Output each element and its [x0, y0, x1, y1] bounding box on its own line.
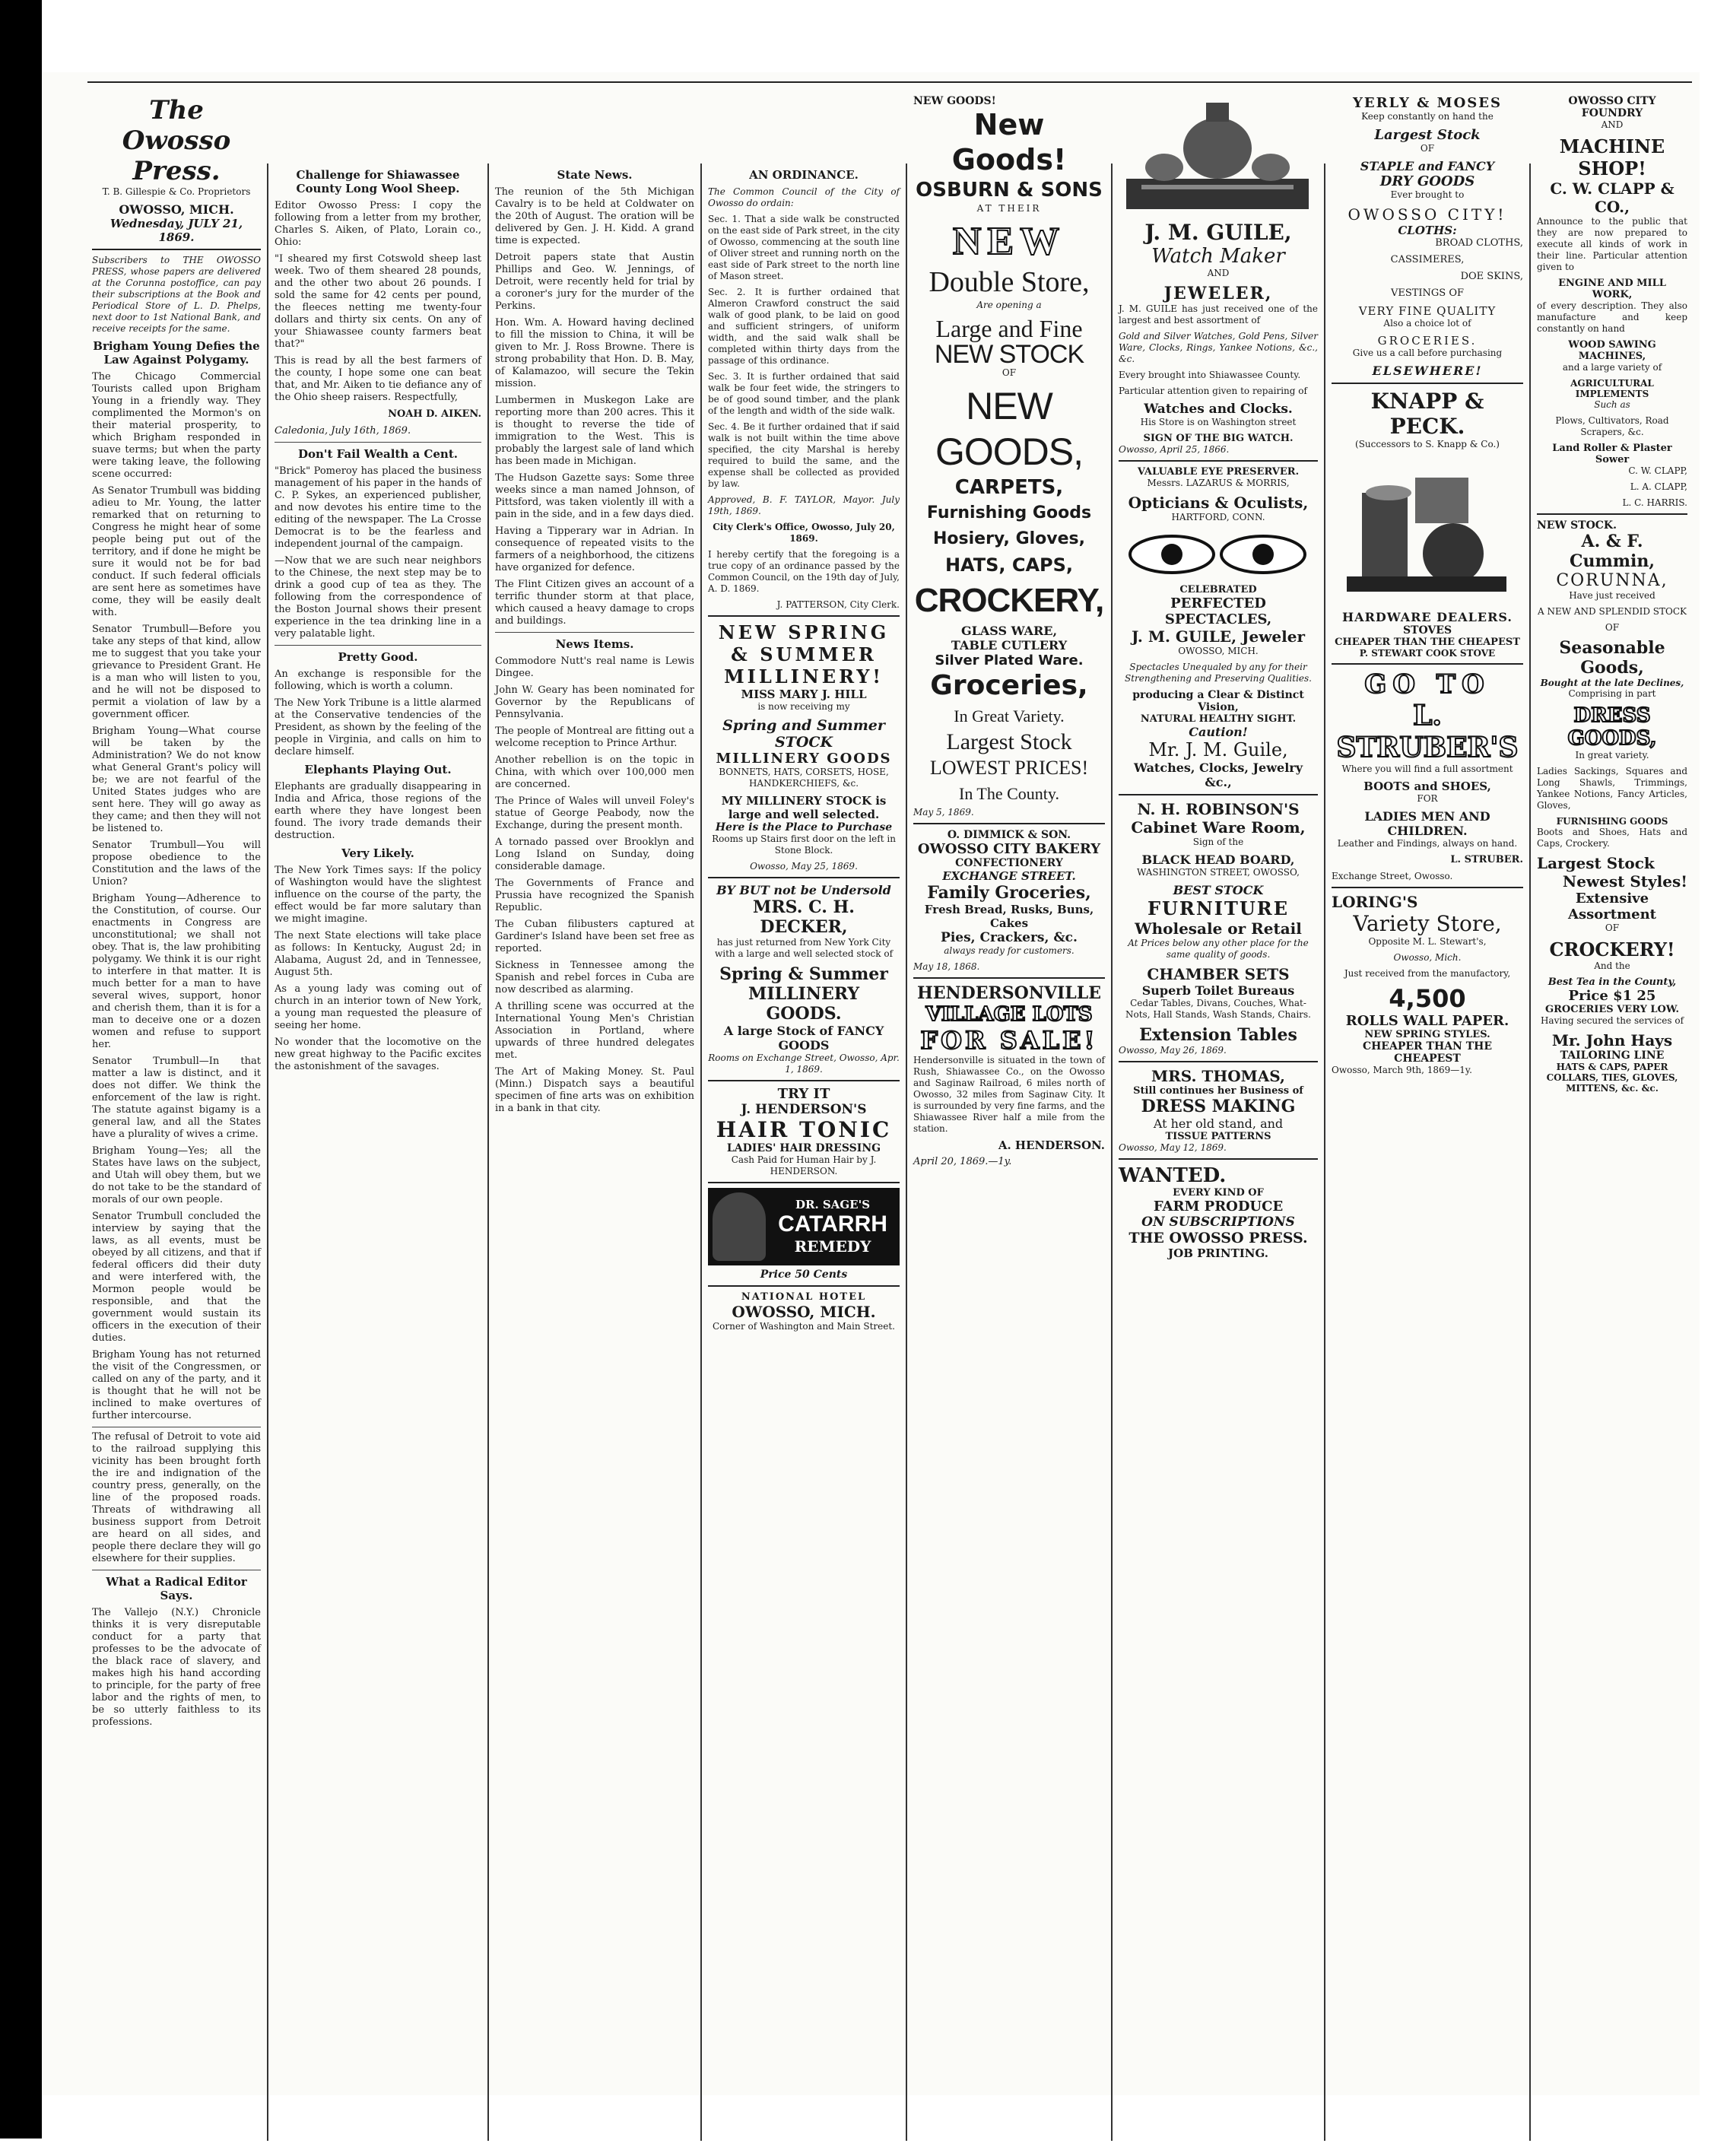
article-paragraph: Brigham Young—What course will be taken by the Administration? We do not know what General Grant's policy will be; we are not fearful of the United States judges who are sent here. They will go away as they came; and then they will not be listened to. [92, 726, 261, 834]
ad-line: Newest Styles! [1562, 872, 1687, 891]
ad-line: LADIES MEN AND CHILDREN. [1364, 809, 1490, 838]
article-paragraph: Elephants are gradually disappearing in India and Africa, those regions of the earth where they have longest been found. The ivory trade demands their destruction. [275, 781, 481, 841]
ad-line: AT THEIR [976, 203, 1042, 214]
ad-line: L. STRUBER. [1450, 854, 1523, 865]
ad-line: DOE SKINS, [1460, 271, 1523, 282]
ad-line: OWOSSO CITY! [1348, 205, 1507, 224]
ad-paragraph: Boots and Shoes, Hats and Caps, Crockery. [1537, 827, 1687, 849]
ad-line: BROAD CLOTHS, [1435, 237, 1523, 249]
article-headline: Challenge for Shiawassee County Long Wool Sheep. [296, 168, 460, 195]
column-rule [1529, 164, 1531, 2141]
ad-line: L. A. CLAPP, [1630, 481, 1687, 492]
ad-line: Cash Paid for Human Hair by J. HENDERSON. [731, 1154, 877, 1176]
ad-line: OWOSSO, MICH. [1178, 646, 1259, 656]
ad-line: CELEBRATED [1179, 584, 1257, 595]
ad-line: NEW STOCK. [1537, 519, 1617, 532]
ad-line: ENGINE AND MILL WORK, [1558, 278, 1666, 300]
ad-line: Exchange Street, Owosso. [1332, 871, 1453, 881]
ad-line: CHEAPER THAN THE CHEAPEST [1335, 637, 1520, 648]
article-paragraph: The New York Times says: If the policy of Washington would have the slightest influence on the course of the party, the effect would be far more salutary than we might imagine. [275, 865, 481, 925]
ad-line: SIGN OF THE BIG WATCH. [1143, 433, 1294, 444]
ad-line: A NEW AND SPLENDID STOCK [1537, 606, 1687, 617]
article-paragraph: This is read by all the best farmers of the county, I hope some one can beat that, and Mr. Aiken to tie defiance any of the Ohio sheep raisers. Respectfully, [275, 355, 481, 403]
ad-line: Owosso, May 26, 1869. [1119, 1045, 1227, 1056]
ad-line: His Store is on Washington street [1140, 417, 1297, 427]
ad-line: OF [1605, 622, 1620, 633]
ad-line: NEW STOCK [934, 340, 1084, 369]
ad-line: OWOSSO, MICH. [732, 1303, 876, 1321]
ad-line: NEW SPRING STYLES. [1364, 1029, 1490, 1040]
ad-line: Silver Plated Ware. [935, 653, 1084, 668]
ad-line: Owosso, March 9th, 1869—1y. [1332, 1065, 1472, 1075]
article-paragraph: As a young lady was coming out of church in an interior town of New York, a young man requested the pleasure of seeing her home. [275, 983, 481, 1031]
masthead-place: OWOSSO, MICH. [119, 202, 234, 217]
ad-line: VESTINGS OF [1390, 287, 1465, 299]
ad-line: LOWEST PRICES! [929, 757, 1089, 779]
ad-line: NEW [952, 220, 1066, 263]
ad-line: CHEAPER THAN THE CHEAPEST [1362, 1040, 1493, 1065]
ad-line: CORUNNA, [1556, 571, 1668, 590]
ad-line: OF [1605, 922, 1620, 933]
ad-line: Owosso, May 25, 1869. [750, 861, 858, 872]
ad-line: At Prices below any other place for the same quality of goods. [1128, 938, 1309, 960]
article-paragraph: The refusal of Detroit to vote aid to the railroad supplying this vicinity has been brought forth the ire and indignation of the country press, generally, on the line of the proposed roads. Threats of withdrawing all business support from Detroit are heard on all sides, and people there declare they will go elsewhere for their supplies. [92, 1431, 261, 1564]
ad-line: FOR SALE! [920, 1026, 1098, 1055]
ad-line: OF [1420, 143, 1435, 154]
ad-line: Keep constantly on hand the [1361, 111, 1494, 122]
ad-line: Groceries, [930, 670, 1088, 701]
clerk-office: City Clerk's Office, Owosso, July 20, 1869. [713, 522, 895, 544]
ad-line: In Great Variety. [954, 706, 1065, 726]
column-rule [267, 164, 268, 2141]
ad-line: EXCHANGE STREET. [942, 869, 1076, 883]
column-rule [700, 164, 702, 2141]
ad-line: Having secured the services of [1540, 1015, 1684, 1026]
ad-line: May 5, 1869. [913, 807, 974, 818]
ad-line: TABLE CUTLERY [951, 638, 1068, 653]
ad-line: Seasonable Goods, [1559, 638, 1665, 678]
article-paragraph: Another rebellion is on the topic in China, with which over 100,000 men are concerned. [495, 754, 694, 790]
catarrh-ad [708, 1188, 900, 1265]
ad-line: C. W. CLAPP, [1628, 465, 1687, 476]
ad-line: Extensive Assortment [1568, 891, 1656, 922]
ad-line: Corner of Washington and Main Street. [713, 1321, 895, 1332]
article-paragraph: The Prince of Wales will unveil Foley's statue of George Peabody, now the Exchange, during the present month. [495, 795, 694, 831]
article-paragraph: Sickness in Tennessee among the Spanish and rebel forces in Cuba are now described as alarming. [495, 960, 694, 995]
ad-line: Such as [1594, 399, 1630, 410]
article-paragraph: "Brick" Pomeroy has placed the business management of his paper in the hands of C. P. Sykes, an experienced publisher, and now devotes his entire time to the editing of the newspaper. The La Crosse Democrat is to be the fearless and independent journal of the campaign. [275, 465, 481, 550]
ad-line: VERY FINE QUALITY [1358, 304, 1497, 318]
ad-line: MRS. THOMAS, [1151, 1067, 1285, 1085]
letter-signature: NOAH D. AIKEN. [388, 408, 481, 420]
ad-paragraph: Spectacles Unequaled by any for their Strengthening and Preserving Qualities. [1125, 662, 1312, 684]
ad-paragraph: Particular attention given to repairing of [1119, 386, 1307, 396]
ad-line: FARM PRODUCE [1153, 1199, 1284, 1215]
article-paragraph: As Senator Trumbull was bidding adieu to Mr. Young, the latter remarked that on returning to Congress he might hear of some people being put out of the territory, and if done he might be sure it would not be for bad conduct. If such federal officials are sent here as sometimes have come, they will be easily dealt with. [92, 485, 261, 618]
ad-line: GROCERIES. [1377, 334, 1478, 348]
subscriber-notice: Subscribers to THE OWOSSO PRESS, whose papers are delivered at the Corunna postoffice, can pay their subscriptions at the Book and Periodical Store of L. D. Phelps, next door to 1st National Bank, and receive receipts for the same. [92, 255, 261, 334]
article-headline: What a Radical Editor Says. [106, 1575, 247, 1602]
article-headline: Pretty Good. [338, 650, 418, 664]
ad-line: CONFECTIONERY [955, 857, 1063, 869]
ad-line: BONNETS, HATS, CORSETS, HOSE, HANDKERCHIEFS, &c. [719, 767, 889, 789]
ad-name: MISS MARY J. HILL [741, 687, 867, 701]
article-paragraph: A tornado passed over Brooklyn and Long Island on Sunday, doing considerable damage. [495, 837, 694, 872]
ad-line: In The County. [959, 784, 1059, 803]
ad-line: HATS & CAPS, PAPER COLLARS, TIES, GLOVES, MITTENS, &c. &c. [1546, 1062, 1678, 1094]
ad-line: GO TO [1364, 669, 1490, 700]
ad-line: J. HENDERSON'S [741, 1102, 867, 1117]
ad-line: AND [1601, 119, 1624, 130]
clerk-signature: J. PATTERSON, City Clerk. [776, 599, 900, 610]
ad-line: Still continues her Business of [1133, 1085, 1303, 1097]
ad-line: OWOSSO CITY BAKERY [917, 841, 1101, 857]
column-rule [487, 164, 489, 2141]
ad-line: At her old stand, and [1153, 1116, 1284, 1131]
ad-line: April 20, 1869.—1y. [913, 1156, 1012, 1167]
ad-line: BOOTS and SHOES, [1363, 780, 1491, 793]
silver-ware-illustration [1119, 95, 1316, 217]
ad-line: HENDERSONVILLE [916, 983, 1102, 1003]
ad-line: Best Tea in the County, [1548, 976, 1677, 988]
ad-line: Mr. John Hays [1551, 1031, 1673, 1049]
ad-line: FOR [1417, 793, 1438, 804]
article-paragraph: The next State elections will take place as follows: In Kentucky, August 2d; in Alabama, August 2d, and in Tennessee, August 5th. [275, 930, 481, 978]
ad-line: CLOTHS: [1398, 224, 1457, 237]
ad-line: Here is the Place to Purchase [715, 821, 893, 834]
ordinance-paragraph: Sec. 2. It is further ordained that Almeron Crawford construct the said walk of good plank, to be laid on good and sufficient stringers, of uniform width, and the said walk shall be completed within thirty days from the passage of this ordinance. [708, 287, 900, 366]
ad-line: CASSIMERES, [1390, 254, 1465, 265]
ad-line: OF [1002, 367, 1017, 378]
column-2 [270, 164, 486, 2156]
article-paragraph: Senator Trumbull—Before you take any steps of that kind, allow me to suggest that you take your grievance to President Grant. He is a man who will listen to you, and he will not be disposed to permit a violation of law by a government officer. [92, 624, 261, 720]
ad-line: Messrs. LAZARUS & MORRIS, [1147, 478, 1290, 488]
ad-paragraph: Ladies Sackings, Squares and Long Shawls, Trimmings, Yankee Notions, Fancy Articles, Gloves, [1537, 766, 1687, 811]
ad-line: STOVES [1402, 624, 1452, 637]
ad-line: has just returned from New York City with a large and well selected stock of [714, 937, 894, 959]
ad-line: Price 50 Cents [760, 1269, 848, 1281]
ad-line: Double Store, [929, 266, 1090, 298]
ad-line: L. STRUBER'S [1336, 700, 1519, 764]
ad-line: And the [1594, 961, 1630, 971]
ad-line: NEW GOODS! [913, 95, 996, 107]
article-paragraph: Brigham Young has not returned the visit of the Congressmen, or called on any of the party, and it is thought that he will not be inclined to make overtures of further intercourse. [92, 1349, 261, 1421]
column-1 [87, 95, 265, 2088]
article-paragraph: The people of Montreal are fitting out a welcome reception to Prince Arthur. [495, 726, 694, 749]
ad-line: VILLAGE LOTS [925, 1003, 1093, 1026]
ad-line: THE OWOSSO PRESS. [1128, 1230, 1308, 1246]
ordinance-headline: AN ORDINANCE. [749, 168, 859, 182]
ad-line: Pies, Crackers, &c. [941, 930, 1078, 945]
article-paragraph: Brigham Young—Yes; all the States have laws on the subject, and Utah will obey them, but we do not take to be the standard of morals of our own people. [92, 1145, 261, 1205]
ad-line: NEW GOODS, [935, 385, 1084, 473]
article-paragraph: The Hudson Gazette says: Some three weeks since a man named Johnson, of Pittsford, was taken violently ill with a pain in the side, and in a few days died. [495, 472, 694, 520]
ad-line: O. DIMMICK & SON. [947, 829, 1071, 841]
column-3 [490, 164, 699, 2156]
ad-line: Price $1 25 [1568, 988, 1656, 1004]
ad-line: AND [1207, 268, 1230, 278]
article-headline: Don't Fail Wealth a Cent. [298, 447, 458, 461]
masthead-publisher: T. B. Gillespie & Co. Proprietors [102, 186, 251, 197]
article-paragraph: Senator Trumbull—You will propose obedience to the Constitution and the laws of the Union? [92, 840, 261, 887]
ad-line: Watches and Clocks. [1144, 402, 1293, 417]
ad-line: CROCKERY, [914, 582, 1104, 619]
ad-line: EVERY KIND OF [1173, 1187, 1264, 1199]
ad-line: P. STEWART COOK STOVE [1359, 648, 1496, 659]
ad-line: J. M. GUILE, [1144, 220, 1292, 245]
ad-line: DR. SAGE'S [795, 1198, 871, 1211]
ad-line: HARDWARE DEALERS. [1342, 610, 1513, 624]
column-rule [906, 164, 907, 2141]
ad-line: BEST STOCK [1173, 883, 1264, 897]
article-headline: News Items. [555, 637, 634, 651]
ad-line: Owosso, May 12, 1869. [1119, 1142, 1227, 1153]
ad-line: Wholesale or Retail [1135, 919, 1302, 938]
article-paragraph: The Cuban filibusters captured at Gardiner's Island have been set free as reported. [495, 919, 694, 954]
ad-line: CARPETS, [954, 476, 1064, 499]
article-paragraph: No wonder that the locomotive on the new great highway to the Pacific excites the astonishment of the savages. [275, 1037, 481, 1072]
column-7 [1327, 95, 1528, 2088]
ad-line: Mr. J. M. Guile, [1148, 739, 1288, 760]
ad-line: Owosso, April 25, 1866. [1119, 444, 1230, 455]
ad-line: Just received from the manufactory, [1344, 968, 1511, 979]
article-paragraph: A thrilling scene was occurred at the International Young Men's Christian Association in Portland, where upwards of three hundred delegates met. [495, 1001, 694, 1061]
column-4 [703, 164, 904, 2156]
ad-line: Bought at the late Declines, [1540, 678, 1684, 688]
ad-paragraph: Announce to the public that they are now prepared to execute all kinds of work in their line. Particular attention given to [1537, 216, 1687, 272]
article-paragraph: The Governments of France and Prussia have recognized the Spanish Republic. [495, 878, 694, 913]
ad-line: Largest Stock [1537, 854, 1655, 872]
ad-line: J. M. GUILE, Jeweler [1132, 627, 1305, 646]
article-paragraph: The Vallejo (N.Y.) Chronicle thinks it is very disreputable conduct for a party that professes to be the advocate of the black race of slavery, and makes high his hand according to principle, for the party of free labor and the rights of men, to be so utterly faithless to its professions. [92, 1607, 261, 1728]
article-paragraph: Lumbermen in Muskegon Lake are reporting more than 200 acres. This it is thought to reverse the tide of immigration to the West. This is probably the largest sale of land which has been made in Michigan. [495, 395, 694, 467]
ad-line: WANTED. [1119, 1164, 1227, 1187]
ad-line: JEWELER, [1163, 284, 1273, 303]
ad-line: Plows, Cultivators, Road Scrapers, &c. [1555, 415, 1669, 437]
ad-line: Furnishing Goods [926, 503, 1092, 522]
ad-line: May 18, 1868. [913, 961, 980, 972]
ad-line: CROCKERY! [1549, 938, 1675, 961]
ad-line: HAIR TONIC [716, 1117, 892, 1142]
ad-line: Family Groceries, [927, 883, 1091, 903]
ad-line: TISSUE PATTERNS [1165, 1131, 1271, 1142]
ad-line: OSBURN & SONS [916, 179, 1103, 202]
ad-name: MRS. C. H. DECKER, [753, 897, 855, 937]
ad-line: Owosso, Mich. [1393, 952, 1462, 963]
ad-line: BLACK HEAD BOARD, [1141, 853, 1295, 867]
ad-headline: NEW SPRING & SUMMER MILLINERY! [718, 621, 890, 687]
ad-paragraph: Hendersonville is situated in the town of Rush, Shiawassee Co., on the Owosso and Saginaw Railroad, 6 miles north of Owosso, 32 miles from Saginaw City. It is surrounded by very fine farms, and the Shiawassee River half a mile from the station. [913, 1055, 1105, 1134]
ad-line: Largest Stock [946, 729, 1072, 754]
ad-line: Ever brought to [1390, 189, 1465, 200]
ad-line: Spring & Summer MILLINERY GOODS. [719, 964, 888, 1024]
ad-line: FURNITURE [1147, 897, 1290, 919]
ad-line: GROCERIES VERY LOW. [1545, 1004, 1679, 1015]
column-8 [1532, 95, 1692, 2088]
ad-line: GLASS WARE, [960, 624, 1058, 638]
ad-paragraph: of every description. They also manufacture and keep constantly on hand [1537, 300, 1687, 334]
article-paragraph: The Art of Making Money. St. Paul (Minn.) Dispatch says a beautiful specimen of fine arts was on exhibition in a bank in that city. [495, 1066, 694, 1114]
ad-line: Watches, Clocks, Jewelry &c., [1133, 760, 1303, 789]
ad-line: JOB PRINTING. [1168, 1246, 1268, 1260]
article-headline: Very Likely. [341, 846, 414, 860]
ad-line: producing a Clear & Distinct Vision, [1132, 689, 1304, 713]
ad-line: DRY GOODS [1379, 173, 1475, 189]
article-paragraph: Editor Owosso Press: I copy the following from a letter from my brother, Charles S. Aiken, of Plato, Lorain co., Ohio: [275, 200, 481, 248]
ad-line: Fresh Bread, Rusks, Buns, Cakes [924, 903, 1094, 930]
article-paragraph: Having a Tipperary war in Adrian. In consequence of repeated visits to the farmers of a neighborhood, the citizens have organized for defence. [495, 526, 694, 573]
ad-line: MACHINE SHOP! [1559, 135, 1665, 179]
ad-line: STAPLE and FANCY [1360, 159, 1495, 173]
article-paragraph: Senator Trumbull—In that matter a law is distinct, and it does not differ. We think the enforcement of the law is right. The statute against bigamy is a general law, and all the States have a plurality of wives a crime. [92, 1056, 261, 1140]
article-headline: Brigham Young Defies the Law Against Polygamy. [93, 339, 260, 367]
ad-line: A large Stock of FANCY GOODS [723, 1024, 884, 1053]
ad-line: Comprising in part [1568, 688, 1656, 699]
newspaper-page [42, 72, 1700, 2095]
ad-line: C. W. CLAPP & CO., [1550, 179, 1674, 216]
ad-line: Rooms on Exchange Street, Owosso, Apr. 1, 1869. [708, 1053, 900, 1075]
article-paragraph: Commodore Nutt's real name is Lewis Dingee. [495, 656, 694, 679]
column-5 [909, 95, 1109, 2088]
ad-line: Opticians & Oculists, [1128, 494, 1309, 512]
article-paragraph: Senator Trumbull concluded the interview by saying that the laws, as all events, must be obeyed by all citizens, and that if federal officers did their duty and were interfered with, the Mormon people would be responsible, and that the government would sustain its officers in the execution of their duties. [92, 1211, 261, 1344]
ad-line: HATS, CAPS, [944, 554, 1074, 576]
ad-line: ON SUBSCRIPTIONS [1141, 1215, 1295, 1230]
ad-line: ROLLS WALL PAPER. [1345, 1013, 1509, 1029]
article-headline: Elephants Playing Out. [304, 763, 452, 776]
ad-line: HARTFORD, CONN. [1171, 512, 1265, 522]
article-paragraph: Brigham Young—Adherence to the Constitution, of course. Our enactments in Congress are unconstitutional; we shall not obey. That is, the law prohibiting polygamy. We think it is our right to interfere in that matter. It is much better for a man to have several wives, support, honor and cherish them, than it is for a man to deceive one or a dozen women and refuse to support her. [92, 893, 261, 1050]
ad-line: KNAPP & PECK. [1370, 389, 1484, 439]
scan-border [0, 0, 42, 2139]
ad-line: Give us a call before purchasing [1352, 348, 1503, 358]
ad-line: LADIES' HAIR DRESSING [726, 1142, 881, 1154]
ad-line: L. C. HARRIS. [1622, 497, 1687, 508]
ad-line: Also a choice lot of [1383, 318, 1471, 329]
ad-line: MILLINERY GOODS [716, 751, 892, 767]
ad-line: REMEDY [794, 1237, 871, 1256]
hardware-illustration [1332, 455, 1522, 607]
ad-line: VALUABLE EYE PRESERVER. [1137, 466, 1300, 478]
ad-line: PERFECTED SPECTACLES, [1164, 595, 1272, 627]
column-6 [1114, 95, 1322, 2088]
article-paragraph: The reunion of the 5th Michigan Cavalry is to be held at Coldwater on the 20th of August. The oration will be delivered by Gen. J. H. Kidd. A grand time is expected. [495, 186, 694, 246]
ad-line: Sign of the [1192, 837, 1244, 847]
ad-line: AGRICULTURAL IMPLEMENTS [1570, 378, 1654, 399]
ad-line: 4,500 [1389, 984, 1466, 1013]
ad-headline: TRY IT [777, 1086, 830, 1102]
ad-line: Extension Tables [1139, 1025, 1297, 1045]
ordinance-paragraph: The Common Council of the City of Owosso do ordain: [708, 186, 900, 208]
ad-line: WASHINGTON STREET, OWOSSO, [1137, 867, 1300, 878]
ad-line: FURNISHING GOODS [1556, 816, 1668, 827]
article-paragraph: "I sheared my first Cotswold sheep last week. Two of them sheared 28 pounds, and the other two about 26 pounds. I sold the same for 42 cents per pound, the fleeces netting me twenty-four dollars and thirty six cents. On any of your Shiawassee county farmers beat that?" [275, 253, 481, 350]
article-paragraph: An exchange is responsible for the following, which is worth a column. [275, 668, 481, 692]
article-paragraph: —Now that we are such near neighbors to the Chinese, the next step may be to drink a good cup of tea as they. The following from the correspondence of the Boston Journal shows their present experience in the tea drinking line in a very palatable light. [275, 555, 481, 640]
ad-paragraph: Gold and Silver Watches, Gold Pens, Silver Ware, Clocks, Rings, Yankee Notions, &c., &c. [1119, 331, 1318, 364]
ad-line: Leather and Findings, always on hand. [1337, 838, 1518, 849]
column-rule [1111, 164, 1113, 2141]
ad-line: WOOD SAWING MACHINES, [1568, 339, 1656, 362]
ad-line: LORING'S [1332, 893, 1418, 911]
article-paragraph: Hon. Wm. A. Howard having declined to fill the mission to China, it will be given to Mr. J. Ross Browne. There is strong probability that Hon. D. B. May, of Kalamazoo, will secure the Tekin mission. [495, 317, 694, 389]
ordinance-paragraph: Sec. 4. Be it further ordained that if said walk is not built within the time above specified, the city Marshal is hereby required to build the same, and the expense shall be collected as provided by law. [708, 421, 900, 489]
ad-line: Rooms up Stairs first door on the left in Stone Block. [712, 834, 896, 856]
eyes-illustration [1119, 528, 1316, 581]
ordinance-paragraph: I hereby certify that the foregoing is a true copy of an ordinance passed by the Common Council, on the 19th day of July, A. D. 1869. [708, 549, 900, 594]
portrait-image [713, 1192, 766, 1261]
ad-line: Cabinet Ware Room, [1131, 818, 1306, 837]
ad-line: Land Roller & Plaster Sower [1552, 443, 1672, 465]
ad-line: and a large variety of [1562, 362, 1662, 373]
article-paragraph: The Chicago Commercial Tourists called upon Brigham Young in a friendly way. They complimented the Mormon's on their material prosperity, to which Brigham responded in suave terms; but when the party were taking leave, the following scene occurred: [92, 371, 261, 480]
ad-line: Superb Toilet Bureaus [1141, 983, 1295, 998]
article-paragraph: John W. Geary has been nominated for Governor by the Republicans of Pennsylvania. [495, 684, 694, 720]
masthead-date: Wednesday, JULY 21, 1869. [110, 217, 243, 244]
ad-headline: BY BUT not be Undersold [716, 883, 891, 897]
top-rule [87, 81, 1692, 83]
letter-dateline: Caledonia, July 16th, 1869. [275, 425, 411, 437]
ad-paragraph: J. M. GUILE has just received one of the largest and best assortment of [1119, 303, 1318, 325]
ordinance-approval: Approved, B. F. TAYLOR, Mayor. July 19th, 1869. [708, 494, 900, 516]
ad-line: Spring and Summer STOCK [722, 717, 885, 751]
ad-line: TAILORING LINE [1560, 1049, 1665, 1062]
ad-line: OWOSSO CITY FOUNDRY [1568, 95, 1656, 119]
ad-line: N. H. ROBINSON'S [1137, 800, 1300, 818]
ad-line: Large and Fine [935, 315, 1083, 342]
ad-line: (Successors to S. Knapp & Co.) [1355, 439, 1500, 449]
ordinance-paragraph: Sec. 3. It is further ordained that said walk be four feet wide, the stringers to be of good sound timber, and the plank of the length and width of the side walk. [708, 371, 900, 416]
ad-line: Have just received [1569, 590, 1655, 601]
ad-line: Are opening a [976, 300, 1042, 310]
ordinance-paragraph: Sec. 1. That a side walk be constructed on the east side of Park street, in the city of Owosso, commencing at the south line of Oliver street and running north on the east side of Park street to the north line of Mason street. [708, 214, 900, 281]
ad-line: Opposite M. L. Stewart's, [1368, 936, 1487, 947]
ad-line: MY MILLINERY STOCK is large and well selected. [721, 794, 887, 821]
ad-headline: NATIONAL HOTEL [741, 1291, 867, 1303]
ad-line: Caution! [1189, 725, 1248, 739]
ad-line: always ready for customers. [944, 945, 1075, 956]
ad-line: Hosiery, Gloves, [932, 529, 1085, 548]
article-paragraph: The Flint Citizen gives an account of a terrific thunder storm at that place, which caused a heavy damage to crops and buildings. [495, 579, 694, 627]
ad-line: is now receiving my [757, 701, 850, 712]
ad-paragraph: Every brought into Shiawassee County. [1119, 370, 1301, 380]
masthead-title: The Owosso Press. [122, 95, 231, 186]
ad-line: Cedar Tables, Divans, Couches, What-Nots, Hall Stands, Wash Stands, Chairs. [1125, 998, 1311, 1020]
column-rule [1324, 164, 1325, 2141]
ad-line: New Goods! [951, 108, 1067, 176]
ad-line: NATURAL HEALTHY SIGHT. [1140, 713, 1297, 725]
article-paragraph: The New York Tribune is a little alarmed at the Conservative tendencies of the President, as shown by the feeling of the people in Virginia, and calls on him to declare himself. [275, 697, 481, 757]
ad-line: CHAMBER SETS [1147, 965, 1290, 983]
article-paragraph: Detroit papers state that Austin Phillips and Geo. W. Jennings, of Detroit, were recently held for trial by a coroner's jury for the murder of the Perkins. [495, 252, 694, 312]
ad-line: ELSEWHERE! [1372, 364, 1483, 378]
ad-line: CATARRH [778, 1211, 887, 1237]
ad-line: DRESS GOODS, [1567, 704, 1657, 750]
ad-line: A. HENDERSON. [998, 1138, 1105, 1152]
article-headline: State News. [557, 168, 633, 182]
ad-line: Largest Stock [1374, 127, 1481, 143]
ad-line: In great variety. [1575, 750, 1649, 760]
ad-line: Watch Maker [1151, 245, 1285, 268]
ad-line: Variety Store, [1353, 911, 1502, 936]
ad-line: A. & F. Cummin, [1569, 532, 1655, 571]
ad-line: Where you will find a full assortment [1341, 764, 1513, 774]
ad-line: YERLY & MOSES [1353, 95, 1502, 111]
ad-line: DRESS MAKING [1141, 1097, 1296, 1116]
